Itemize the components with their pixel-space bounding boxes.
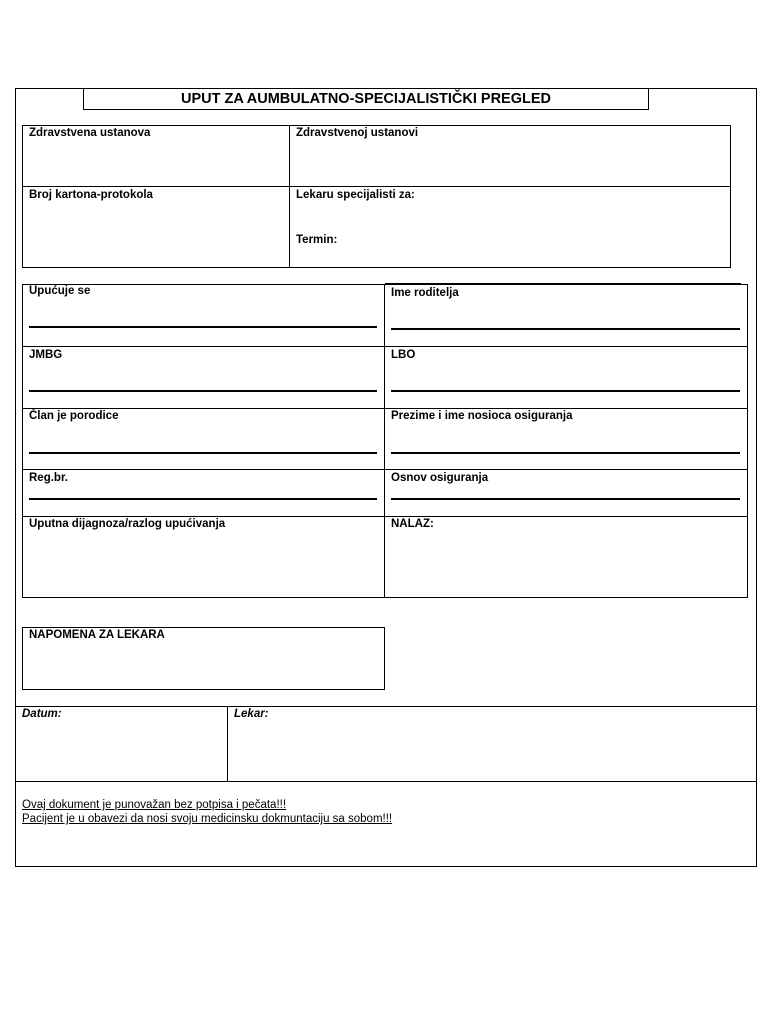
field-osnov-osiguranja-line[interactable] — [391, 498, 740, 500]
label-termin: Termin: — [296, 234, 338, 246]
patient-table-row-divider — [22, 516, 748, 517]
label-jmbg: JMBG — [29, 349, 63, 361]
field-lbo-line[interactable] — [391, 390, 740, 392]
header-table-divider-horizontal — [22, 186, 731, 187]
footer-top-line — [15, 706, 757, 707]
document-title: UPUT ZA AUMBULATNO-SPECIJALISTIČKI PREGLED — [83, 88, 649, 110]
label-osnov-osiguranja: Osnov osiguranja — [391, 472, 489, 484]
label-napomena: NAPOMENA ZA LEKARA — [29, 629, 165, 641]
footer-divider-vertical — [227, 706, 228, 782]
label-lekar: Lekar: — [234, 708, 269, 720]
label-broj-kartona: Broj kartona-protokola — [29, 189, 153, 201]
label-reg-br: Reg.br. — [29, 472, 68, 484]
note-line-1: Ovaj dokument je punovažan bez potpisa i pečata!!! — [22, 799, 287, 811]
patient-table-row-divider — [22, 408, 748, 409]
label-nalaz: NALAZ: — [391, 518, 434, 530]
header-table-divider-vertical — [289, 125, 290, 268]
note-line-2: Pacijent je u obavezi da nosi svoju medicinsku dokmuntaciju sa sobom!!! — [22, 813, 393, 825]
patient-table-divider-vertical — [384, 284, 385, 598]
field-jmbg-line[interactable] — [29, 390, 377, 392]
label-upucuje-se: Upućuje se — [29, 285, 91, 297]
field-reg-br-line[interactable] — [29, 498, 377, 500]
label-ime-roditelja: Ime roditelja — [391, 287, 459, 299]
patient-table-row-divider — [22, 346, 748, 347]
footer-middle-line — [15, 781, 757, 782]
label-zdravstvena-ustanova: Zdravstvena ustanova — [29, 127, 151, 139]
label-lbo: LBO — [391, 349, 416, 361]
label-lekaru-specijalisti: Lekaru specijalisti za: — [296, 189, 415, 201]
patient-table-row-divider — [22, 469, 748, 470]
label-datum: Datum: — [22, 708, 62, 720]
field-ime-roditelja-line[interactable] — [391, 328, 740, 330]
label-zdravstvenoj-ustanovi: Zdravstvenoj ustanovi — [296, 127, 419, 139]
label-clan-porodice: Član je porodice — [29, 410, 119, 422]
label-prezime-ime-nosioca: Prezime i ime nosioca osiguranja — [391, 410, 573, 422]
field-upucuje-se-line[interactable] — [29, 326, 377, 328]
patient-table — [22, 284, 748, 598]
label-uputna-dijagnoza: Uputna dijagnoza/razlog upućivanja — [29, 518, 226, 530]
field-clan-porodice-line[interactable] — [29, 452, 377, 454]
field-prezime-ime-nosioca-line[interactable] — [391, 452, 740, 454]
